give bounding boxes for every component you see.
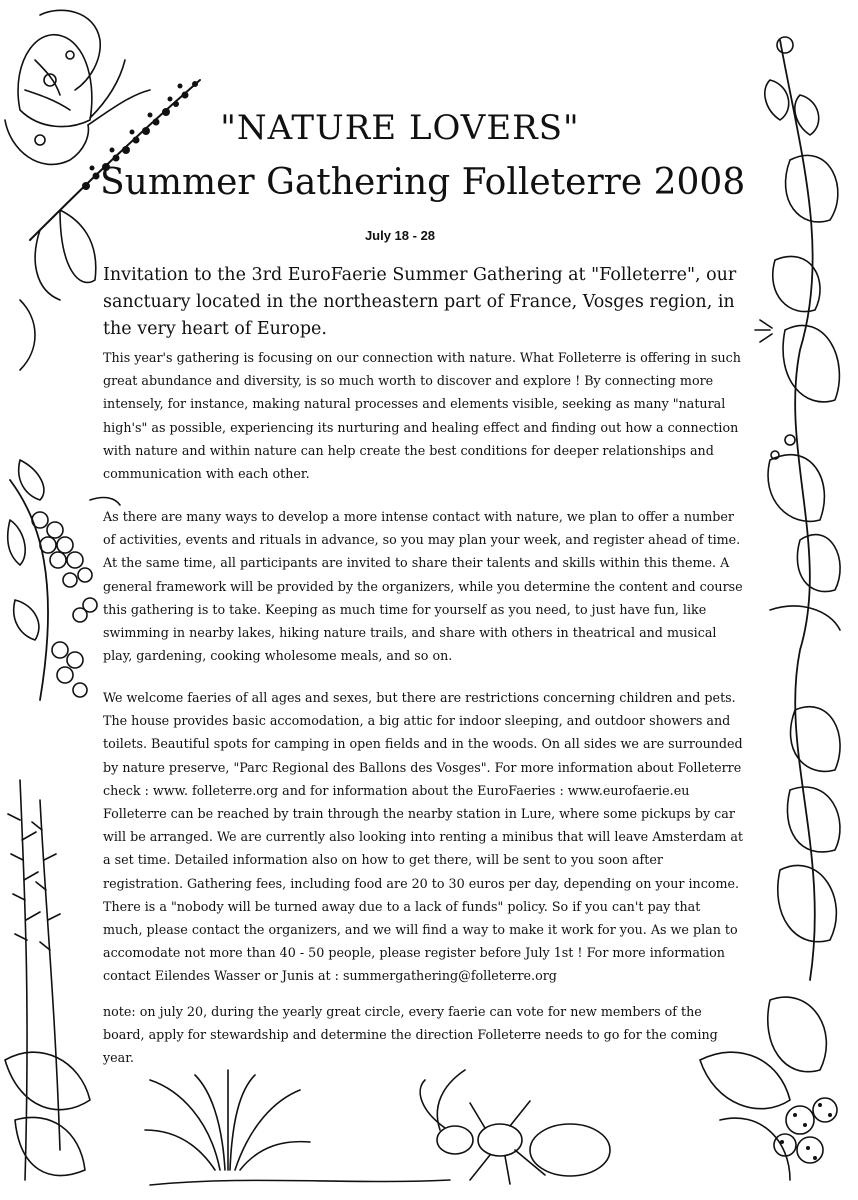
vine-leaves-icon: [755, 37, 840, 1072]
paragraph-practical-info: We welcome faeries of all ages and sexes, but there are restrictions concerning children and pets. The house provides basic accomodation, a big attic for indoor sleeping, and outdoor showers and toilets. Beautiful spots for camping in open fields and in the woods. On all sides we are surrounded by nature preserve, "Parc Regional des Ballons des Vosges". For more information about Folleterre check : www. folleterre.org and for information about the EuroFaeries : www.eurofaerie.eu Folleterre can be reached by train through the nearby station in Lure, where some pickups by car will be arranged. We are currently also looking into renting a minibus that will leave Amsterdam at a set time. Detailed information also on how to get there, will be sent to you soon after registration. Gathering fees, including food are 20 to 30 euros per day, depending on your income. There is a "nobody will be turned away due to a lack of funds" policy. So if you can't pay that much, please contact the organizers, and we will find a way to make it work for you. As we plan to accomodate not more than 40 - 50 people, please register before July 1st ! For more information contact Eilendes Wasser or Junis at : summergathering@folleterre.org: [103, 690, 743, 984]
butterfly-icon: [5, 10, 150, 164]
intro-paragraph: Invitation to the 3rd EuroFaerie Summer Gathering at "Folleterre", our sanctuary located in the northeastern part of France, Vosges region, in the very heart of Europe.: [103, 265, 737, 339]
page-subtitle: Summer Gathering Folleterre 2008: [100, 162, 746, 203]
note-paragraph: note: on july 20, during the yearly great circle, every faerie can vote for new members of the board, apply for stewardship and determine the direction Folleterre needs to go for the coming year.: [103, 1004, 718, 1066]
ant-icon: [420, 1070, 610, 1184]
page-title: "NATURE LOVERS": [220, 108, 580, 148]
grass-clump-icon: [145, 1070, 450, 1185]
event-dates: July 18 - 28: [364, 228, 436, 243]
paragraph-nature-focus: This year's gathering is focusing on our connection with nature. What Folleterre is offering in such great abundance and diversity, is so much worth to discover and explore ! By connecting more intensely, for instance, making natural processes and elements visible, seeking as many "natural high's" as possible, experiencing its nurturing and healing effect and finding out how a connection with nature and within nature can help create the best conditions for deeper relationships and communication with each other.: [103, 350, 741, 482]
grass-icon: [5, 780, 90, 1180]
paragraph-activities: As there are many ways to develop a more intense contact with nature, we plan to offer a number of activities, events and rituals in advance, so you may plan your week, and register ahead of time. At the same time, all participants are invited to share their talents and skills within this theme. A general framework will be provided by the organizers, while you determine the content and course this gathering is to take. Keeping as much time for yourself as you need, to just have fun, like swimming in nearby lakes, hiking nature trails, and share with others in theatrical and musical play, gardening, cooking wholesome meals, and so on.: [103, 509, 743, 664]
